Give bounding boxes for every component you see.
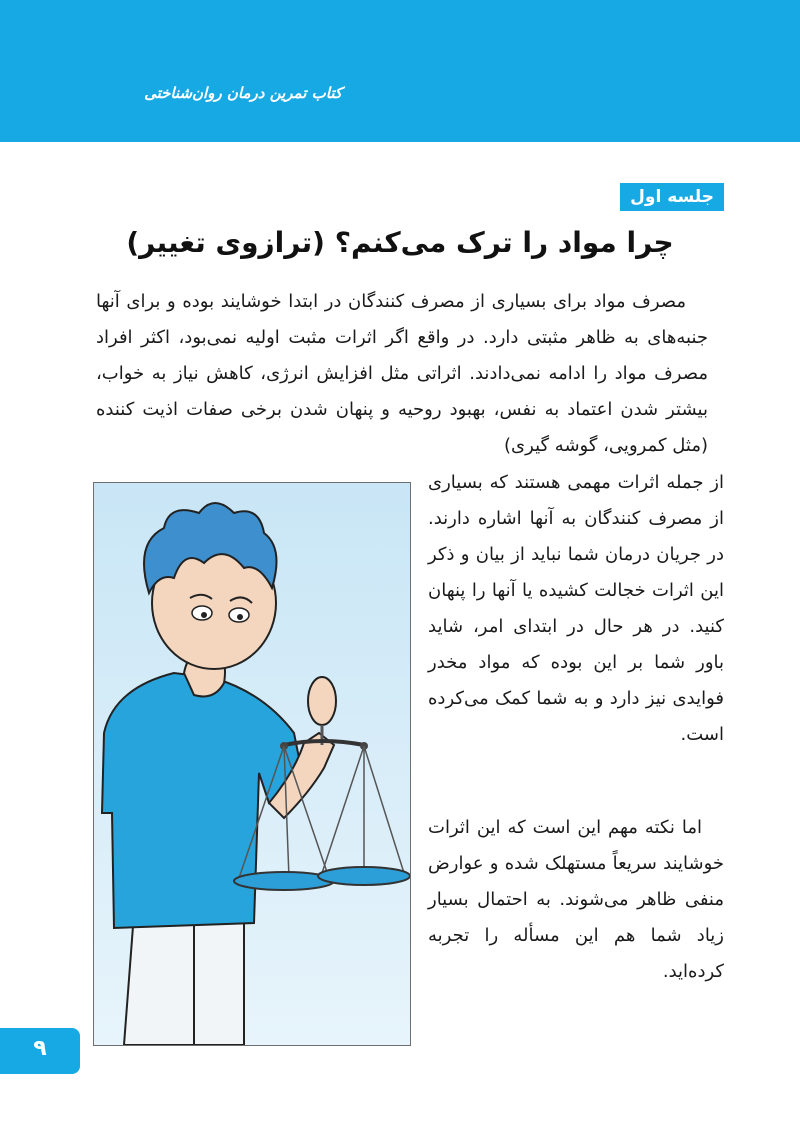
header-band [0, 0, 800, 142]
page-number: ۹ [33, 1036, 47, 1061]
worried-boy-holding-scale-icon [93, 482, 411, 1046]
book-title: کتاب تمرین درمان روان‌شناختی [144, 84, 342, 102]
session-badge: جلسه اول [620, 183, 724, 211]
conclusion-paragraph: اما نکته مهم این است که این اثرات خوشایند سریعاً مستهلک شده و عوارض منفی ظاهر می‌شوند. به احتمال بسیار زیاد شما هم این مسأله را تجربه کرده‌اید. [428, 817, 724, 982]
effects-paragraph: از جمله اثرات مهمی هستند که بسیاری از مصرف کنندگان به آنها اشاره دارند. در جریان درمان شما نباید از بیان و ذکر این اثرات خجالت کشیده یا آنها را پنهان کنید. در هر حال در ابتدای امر، شاید باور شما بر این بوده که مواد مخدر فوایدی نیز دارد و به شما کمک می‌کرده است. [428, 472, 724, 745]
chapter-title: چرا مواد را ترک می‌کنم؟ (ترازوی تغییر) [126, 226, 674, 259]
intro-paragraph: مصرف مواد برای بسیاری از مصرف کنندگان در ابتدا خوشایند بوده و برای آنها جنبه‌های به ظاهر مثبتی دارد. در واقع اگر اثرات مثبت اولیه نمی‌بود، اکثر افراد مصرف مواد را ادامه نمی‌دادند. اثراتی مثل افزایش انرژی، کاهش نیاز به خواب، بیشتر شدن اعتماد به نفس، بهبود روحیه و پنهان شدن برخی صفات اذیت کننده (مثل کمرویی، گوشه گیری) [96, 291, 708, 456]
